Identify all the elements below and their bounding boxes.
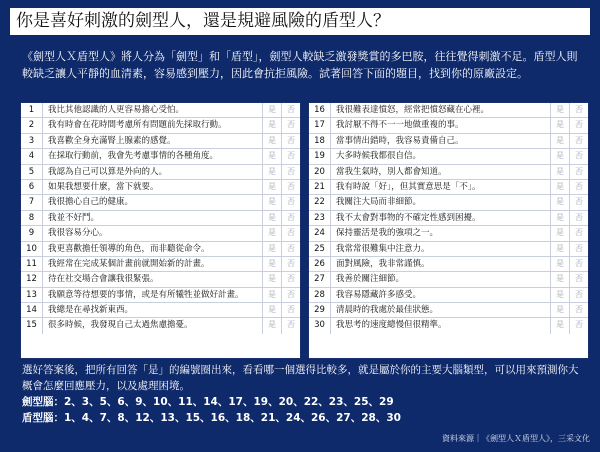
- no-option[interactable]: 否: [281, 318, 300, 333]
- question-row: [21, 211, 300, 226]
- question-number: 19: [309, 149, 331, 163]
- yes-option[interactable]: 是: [262, 118, 281, 132]
- no-option[interactable]: 否: [281, 103, 300, 117]
- quiz-column-left: [20, 102, 301, 359]
- yes-option[interactable]: 是: [262, 211, 281, 225]
- question-number: 2: [21, 118, 43, 132]
- question-number: 14: [21, 303, 43, 317]
- page-title: 你是喜好刺激的劍型人，還是規避風險的盾型人？: [10, 8, 590, 35]
- question-text: 大多時候我都很自信。: [336, 151, 422, 162]
- no-option[interactable]: 否: [281, 180, 300, 194]
- no-option[interactable]: 否: [281, 118, 300, 132]
- question-text: 我善於關注細節。: [336, 274, 405, 285]
- question-text: 我很擔心自己的健康。: [48, 197, 134, 208]
- question-row: [21, 165, 300, 180]
- question-row: [21, 180, 300, 195]
- question-row: [309, 303, 588, 318]
- question-text: 待在社交場合會讓我很緊張。: [48, 274, 159, 285]
- question-text: 很多時候，我發現自己太過焦慮擔憂。: [48, 320, 193, 331]
- yes-option[interactable]: 是: [550, 242, 569, 256]
- no-option[interactable]: 否: [281, 211, 300, 225]
- question-row: [21, 318, 300, 333]
- question-row: [309, 242, 588, 257]
- yes-option[interactable]: 是: [550, 288, 569, 302]
- question-text: 保持靈活是我的強項之一。: [336, 228, 439, 239]
- question-row: [21, 103, 300, 118]
- no-option[interactable]: 否: [569, 103, 588, 117]
- no-option[interactable]: 否: [281, 134, 300, 148]
- no-option[interactable]: 否: [281, 288, 300, 302]
- question-row: [21, 303, 300, 318]
- question-row: [309, 272, 588, 287]
- no-option[interactable]: 否: [569, 272, 588, 286]
- question-text: 我總是在尋找新東西。: [48, 305, 134, 316]
- yes-option[interactable]: 是: [550, 211, 569, 225]
- no-option[interactable]: 否: [569, 288, 588, 302]
- yes-option[interactable]: 是: [550, 303, 569, 317]
- no-option[interactable]: 否: [281, 257, 300, 271]
- question-number: 22: [309, 195, 331, 209]
- quiz-table: [20, 102, 589, 359]
- question-text: 我比其他認識的人更容易擔心受怕。: [48, 105, 185, 115]
- question-row: [21, 272, 300, 287]
- yes-option[interactable]: 是: [550, 149, 569, 163]
- question-number: 6: [21, 180, 43, 194]
- question-text: 我很難表達憤怒，經常把憤怒藏在心裡。: [336, 105, 490, 115]
- question-number: 17: [309, 118, 331, 132]
- yes-option[interactable]: 是: [550, 134, 569, 148]
- question-number: 9: [21, 226, 43, 240]
- question-number: 23: [309, 211, 331, 225]
- question-row: [309, 288, 588, 303]
- yes-option[interactable]: 是: [550, 318, 569, 333]
- sword-result-line: [22, 394, 588, 410]
- question-text: 我關注大局而非細節。: [336, 197, 422, 208]
- question-row: [21, 242, 300, 257]
- yes-option[interactable]: 是: [550, 257, 569, 271]
- question-text: 我並不好鬥。: [48, 212, 100, 223]
- no-option[interactable]: 否: [569, 180, 588, 194]
- question-row: [309, 118, 588, 133]
- question-text: 清晨時的我處於最佳狀態。: [336, 305, 439, 316]
- yes-option[interactable]: 是: [262, 134, 281, 148]
- question-number: 27: [309, 272, 331, 286]
- question-row: [21, 118, 300, 133]
- question-number: 20: [309, 165, 331, 179]
- no-option[interactable]: 否: [569, 134, 588, 148]
- source-credit: 資料來源｜《劍型人Ｘ盾型人》，三采文化: [442, 434, 590, 443]
- no-option[interactable]: 否: [569, 195, 588, 209]
- question-text: 我認為自己可以算是外向的人。: [48, 166, 168, 177]
- question-row: [21, 257, 300, 272]
- question-row: [309, 134, 588, 149]
- no-option[interactable]: 否: [569, 211, 588, 225]
- no-option[interactable]: 否: [281, 242, 300, 256]
- no-option[interactable]: 否: [569, 242, 588, 256]
- yes-option[interactable]: 是: [262, 288, 281, 302]
- question-number: 18: [309, 134, 331, 148]
- question-text: 在採取行動前，我會先考慮事情的各種角度。: [48, 151, 219, 162]
- question-number: 30: [309, 318, 331, 333]
- question-row: [21, 288, 300, 303]
- question-text: 我思考的速度總慢但很精準。: [336, 320, 447, 331]
- yes-option[interactable]: 是: [550, 272, 569, 286]
- yes-option[interactable]: 是: [262, 103, 281, 117]
- question-row: [309, 149, 588, 164]
- question-number: 15: [21, 318, 43, 333]
- question-number: 1: [21, 103, 43, 117]
- no-option[interactable]: 否: [281, 272, 300, 286]
- no-option[interactable]: 否: [569, 318, 588, 333]
- question-number: 7: [21, 195, 43, 209]
- question-number: 12: [21, 272, 43, 286]
- yes-option[interactable]: 是: [550, 118, 569, 132]
- question-row: [309, 180, 588, 195]
- question-text: 如果我想要什麼，當下就要。: [48, 181, 159, 192]
- question-number: 24: [309, 226, 331, 240]
- shield-label: 盾型腦：: [22, 412, 64, 424]
- yes-option[interactable]: 是: [262, 149, 281, 163]
- yes-option[interactable]: 是: [262, 257, 281, 271]
- no-option[interactable]: 否: [569, 149, 588, 163]
- question-text: 我喜歡全身充滿腎上腺素的感覺。: [48, 135, 176, 146]
- no-option[interactable]: 否: [281, 226, 300, 240]
- question-text: 我更喜歡擔任領導的角色，而非聽從命令。: [48, 243, 210, 254]
- no-option[interactable]: 否: [281, 149, 300, 163]
- question-text: 當我生氣時，別人都會知道。: [336, 166, 447, 177]
- question-number: 21: [309, 180, 331, 194]
- question-number: 4: [21, 149, 43, 163]
- yes-option[interactable]: 是: [550, 195, 569, 209]
- question-row: [21, 149, 300, 164]
- question-number: 13: [21, 288, 43, 302]
- question-text: 我討厭不得不一一地做重複的事。: [336, 120, 464, 131]
- question-row: [309, 318, 588, 333]
- question-row: [21, 195, 300, 210]
- question-row: [309, 211, 588, 226]
- yes-option[interactable]: 是: [262, 272, 281, 286]
- no-option[interactable]: 否: [569, 118, 588, 132]
- shield-numbers: 1、4、7、8、12、13、15、16、18、21、24、26、27、28、30: [64, 412, 401, 424]
- question-row: [309, 257, 588, 272]
- question-number: 29: [309, 303, 331, 317]
- no-option[interactable]: 否: [281, 165, 300, 179]
- no-option[interactable]: 否: [569, 257, 588, 271]
- yes-option[interactable]: 是: [262, 165, 281, 179]
- question-number: 3: [21, 134, 43, 148]
- yes-option[interactable]: 是: [550, 226, 569, 240]
- question-text: 面對風險，我非常謹慎。: [336, 258, 430, 269]
- intro-text: 《劍型人Ｘ盾型人》將人分為「劍型」和「盾型」，劍型人較缺乏激發獎賞的多巴胺，往往覺得刺激不足。盾型人則較缺乏讓人平靜的血清素，容易感到壓力，因此會抗拒風險。試著回答下面的題目，找到你的原廠設定。: [22, 50, 578, 80]
- question-row: [309, 103, 588, 118]
- question-row: [309, 195, 588, 210]
- yes-option[interactable]: 是: [262, 195, 281, 209]
- question-text: 我願意等待想要的事情，或是有所犧牲並做好計畫。: [48, 289, 244, 300]
- question-number: 25: [309, 242, 331, 256]
- yes-option[interactable]: 是: [550, 180, 569, 194]
- no-option[interactable]: 否: [569, 226, 588, 240]
- question-text: 我有時會在花時間考慮所有問題前先採取行動。: [48, 120, 227, 131]
- sword-label: 劍型腦：: [22, 396, 64, 408]
- question-text: 我不太會對事物的不確定性感到困擾。: [336, 212, 481, 223]
- question-text: 我很容易分心。: [48, 228, 108, 239]
- result-instructions: 選好答案後，把所有回答「是」的編號圈出來，看看哪一個選得比較多，就是屬於你的主要大腦類型，可以用來預測你大概會怎麼回應壓力，以及處理困境。: [22, 364, 579, 392]
- no-option[interactable]: 否: [281, 195, 300, 209]
- yes-option[interactable]: 是: [262, 226, 281, 240]
- no-option[interactable]: 否: [281, 303, 300, 317]
- result-section: [22, 362, 588, 426]
- quiz-column-right: [308, 102, 589, 359]
- question-number: 28: [309, 288, 331, 302]
- question-number: 26: [309, 257, 331, 271]
- question-text: 我常常很難集中注意力。: [336, 243, 430, 254]
- question-text: 我容易隱藏許多感受。: [336, 289, 422, 300]
- question-number: 11: [21, 257, 43, 271]
- no-option[interactable]: 否: [569, 303, 588, 317]
- yes-option[interactable]: 是: [262, 318, 281, 333]
- question-number: 16: [309, 103, 331, 117]
- question-number: 10: [21, 242, 43, 256]
- yes-option[interactable]: 是: [550, 165, 569, 179]
- sword-numbers: 2、3、5、6、9、10、11、14、17、19、20、22、23、25、29: [64, 396, 394, 408]
- shield-result-line: [22, 410, 588, 426]
- question-text: 我經常在完成某個計畫前就開始新的計畫。: [48, 258, 210, 269]
- question-row: [309, 165, 588, 180]
- no-option[interactable]: 否: [569, 165, 588, 179]
- yes-option[interactable]: 是: [550, 103, 569, 117]
- question-text: 我有時說「好」，但其實意思是「不」。: [336, 181, 481, 192]
- question-row: [21, 134, 300, 149]
- question-number: 8: [21, 211, 43, 225]
- yes-option[interactable]: 是: [262, 303, 281, 317]
- yes-option[interactable]: 是: [262, 180, 281, 194]
- question-number: 5: [21, 165, 43, 179]
- question-text: 當事情出錯時，我容易責備自己。: [336, 135, 464, 146]
- question-row: [21, 226, 300, 241]
- yes-option[interactable]: 是: [262, 242, 281, 256]
- question-row: [309, 226, 588, 241]
